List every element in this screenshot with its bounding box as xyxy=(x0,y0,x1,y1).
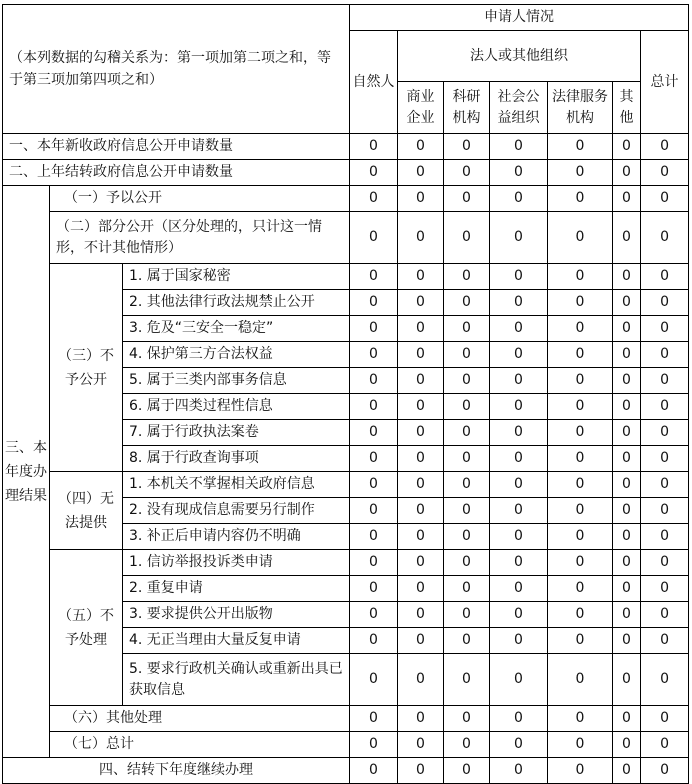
value-cell: 0 xyxy=(398,186,444,212)
value-cell: 0 xyxy=(398,290,444,316)
value-cell: 0 xyxy=(398,758,444,784)
value-cell: 0 xyxy=(444,394,490,420)
value-cell: 0 xyxy=(641,446,689,472)
value-cell: 0 xyxy=(490,628,548,654)
table-row xyxy=(3,550,689,576)
value-cell: 0 xyxy=(548,264,613,290)
value-cell: 0 xyxy=(490,758,548,784)
value-cell: 0 xyxy=(398,342,444,368)
value-cell: 0 xyxy=(548,186,613,212)
table-row xyxy=(3,732,689,758)
value-cell: 0 xyxy=(490,212,548,264)
value-cell: 0 xyxy=(548,368,613,394)
value-cell: 0 xyxy=(350,628,398,654)
value-cell: 0 xyxy=(444,368,490,394)
value-cell: 0 xyxy=(548,420,613,446)
value-cell: 0 xyxy=(444,654,490,706)
value-cell: 0 xyxy=(490,706,548,732)
value-cell: 0 xyxy=(398,316,444,342)
value-cell: 0 xyxy=(444,472,490,498)
value-cell: 0 xyxy=(548,160,613,186)
value-cell: 0 xyxy=(398,446,444,472)
row-label: 8. 属于行政查询事项 xyxy=(123,446,350,472)
value-cell: 0 xyxy=(641,628,689,654)
value-cell: 0 xyxy=(490,732,548,758)
value-cell: 0 xyxy=(490,368,548,394)
value-cell: 0 xyxy=(613,576,641,602)
value-cell: 0 xyxy=(548,628,613,654)
value-cell: 0 xyxy=(398,264,444,290)
value-cell: 0 xyxy=(613,706,641,732)
value-cell: 0 xyxy=(444,628,490,654)
value-cell: 0 xyxy=(398,212,444,264)
value-cell: 0 xyxy=(398,160,444,186)
value-cell: 0 xyxy=(490,420,548,446)
value-cell: 0 xyxy=(548,498,613,524)
total-header: 总计 xyxy=(641,31,689,134)
value-cell: 0 xyxy=(490,290,548,316)
value-cell: 0 xyxy=(444,212,490,264)
value-cell: 0 xyxy=(398,602,444,628)
table-row xyxy=(3,160,689,186)
row-label: 4. 保护第三方合法权益 xyxy=(123,342,350,368)
value-cell: 0 xyxy=(548,602,613,628)
info-disclosure-table xyxy=(2,4,689,784)
value-cell: 0 xyxy=(444,706,490,732)
value-cell: 0 xyxy=(613,602,641,628)
row-label: 6. 属于四类过程性信息 xyxy=(123,394,350,420)
value-cell: 0 xyxy=(613,472,641,498)
value-cell: 0 xyxy=(613,420,641,446)
header-note: （本列数据的勾稽关系为：第一项加第二项之和，等于第三项加第四项之和） xyxy=(3,5,350,134)
value-cell: 0 xyxy=(398,524,444,550)
value-cell: 0 xyxy=(490,524,548,550)
value-cell: 0 xyxy=(350,758,398,784)
value-cell: 0 xyxy=(641,134,689,160)
value-cell: 0 xyxy=(641,368,689,394)
row-label: 一、本年新收政府信息公开申请数量 xyxy=(3,134,350,160)
group-unable-provide-label: （四）无法提供 xyxy=(50,472,123,550)
value-cell: 0 xyxy=(444,316,490,342)
value-cell: 0 xyxy=(444,342,490,368)
row-label: （二）部分公开（区分处理的，只计这一情形，不计其他情形） xyxy=(50,212,350,264)
value-cell: 0 xyxy=(444,446,490,472)
row-label: 5. 属于三类内部事务信息 xyxy=(123,368,350,394)
row-label: 2. 没有现成信息需要另行制作 xyxy=(123,498,350,524)
value-cell: 0 xyxy=(490,654,548,706)
value-cell: 0 xyxy=(444,290,490,316)
value-cell: 0 xyxy=(490,316,548,342)
row-label: 3. 危及“三安全一稳定” xyxy=(123,316,350,342)
value-cell: 0 xyxy=(613,316,641,342)
value-cell: 0 xyxy=(490,134,548,160)
value-cell: 0 xyxy=(548,576,613,602)
group-not-processed-label: （五）不予处理 xyxy=(50,550,123,706)
value-cell: 0 xyxy=(613,134,641,160)
value-cell: 0 xyxy=(613,186,641,212)
value-cell: 0 xyxy=(444,420,490,446)
value-cell: 0 xyxy=(641,472,689,498)
value-cell: 0 xyxy=(350,446,398,472)
value-cell: 0 xyxy=(350,472,398,498)
value-cell: 0 xyxy=(613,654,641,706)
value-cell: 0 xyxy=(641,498,689,524)
value-cell: 0 xyxy=(444,498,490,524)
value-cell: 0 xyxy=(444,160,490,186)
value-cell: 0 xyxy=(641,602,689,628)
value-cell: 0 xyxy=(613,290,641,316)
value-cell: 0 xyxy=(350,186,398,212)
value-cell: 0 xyxy=(350,498,398,524)
value-cell: 0 xyxy=(398,368,444,394)
value-cell: 0 xyxy=(641,290,689,316)
row-label: （六）其他处理 xyxy=(50,706,350,732)
row-label: 4. 无正当理由大量反复申请 xyxy=(123,628,350,654)
value-cell: 0 xyxy=(350,160,398,186)
value-cell: 0 xyxy=(490,186,548,212)
value-cell: 0 xyxy=(350,602,398,628)
value-cell: 0 xyxy=(398,550,444,576)
value-cell: 0 xyxy=(490,394,548,420)
value-cell: 0 xyxy=(490,602,548,628)
value-cell: 0 xyxy=(641,420,689,446)
value-cell: 0 xyxy=(398,420,444,446)
value-cell: 0 xyxy=(548,758,613,784)
value-cell: 0 xyxy=(548,394,613,420)
row-label: （七）总计 xyxy=(50,732,350,758)
row-label: 3. 补正后申请内容仍不明确 xyxy=(123,524,350,550)
value-cell: 0 xyxy=(548,524,613,550)
table-row xyxy=(3,706,689,732)
value-cell: 0 xyxy=(350,550,398,576)
value-cell: 0 xyxy=(613,368,641,394)
row-label: 四、结转下年度继续办理 xyxy=(3,758,350,784)
value-cell: 0 xyxy=(641,524,689,550)
value-cell: 0 xyxy=(350,290,398,316)
value-cell: 0 xyxy=(613,628,641,654)
value-cell: 0 xyxy=(398,654,444,706)
applicant-status-header: 申请人情况 xyxy=(350,5,689,31)
value-cell: 0 xyxy=(613,160,641,186)
value-cell: 0 xyxy=(641,186,689,212)
value-cell: 0 xyxy=(548,654,613,706)
value-cell: 0 xyxy=(490,576,548,602)
value-cell: 0 xyxy=(398,394,444,420)
col-header-other: 其他 xyxy=(613,82,641,134)
table-row xyxy=(3,134,689,160)
value-cell: 0 xyxy=(548,706,613,732)
value-cell: 0 xyxy=(641,706,689,732)
value-cell: 0 xyxy=(641,160,689,186)
value-cell: 0 xyxy=(490,472,548,498)
value-cell: 0 xyxy=(490,264,548,290)
legal-org-header: 法人或其他组织 xyxy=(398,31,641,82)
table-row xyxy=(3,186,689,212)
value-cell: 0 xyxy=(641,316,689,342)
group-not-disclosed-label: （三）不予公开 xyxy=(50,264,123,472)
value-cell: 0 xyxy=(641,654,689,706)
value-cell: 0 xyxy=(444,732,490,758)
value-cell: 0 xyxy=(613,524,641,550)
value-cell: 0 xyxy=(350,368,398,394)
value-cell: 0 xyxy=(548,134,613,160)
value-cell: 0 xyxy=(641,550,689,576)
row-label: 3. 要求提供公开出版物 xyxy=(123,602,350,628)
col-header-legal-service: 法律服务机构 xyxy=(548,82,613,134)
value-cell: 0 xyxy=(548,446,613,472)
value-cell: 0 xyxy=(641,394,689,420)
value-cell: 0 xyxy=(350,706,398,732)
value-cell: 0 xyxy=(613,498,641,524)
value-cell: 0 xyxy=(548,316,613,342)
value-cell: 0 xyxy=(613,212,641,264)
value-cell: 0 xyxy=(350,576,398,602)
value-cell: 0 xyxy=(350,316,398,342)
value-cell: 0 xyxy=(613,264,641,290)
col-header-research: 科研机构 xyxy=(444,82,490,134)
value-cell: 0 xyxy=(444,758,490,784)
natural-person-header: 自然人 xyxy=(350,31,398,134)
value-cell: 0 xyxy=(613,342,641,368)
value-cell: 0 xyxy=(444,186,490,212)
row-label: 2. 其他法律行政法规禁止公开 xyxy=(123,290,350,316)
value-cell: 0 xyxy=(398,576,444,602)
row-label: 1. 本机关不掌握相关政府信息 xyxy=(123,472,350,498)
row-label: （一）予以公开 xyxy=(50,186,350,212)
value-cell: 0 xyxy=(613,394,641,420)
value-cell: 0 xyxy=(350,524,398,550)
value-cell: 0 xyxy=(398,706,444,732)
value-cell: 0 xyxy=(548,472,613,498)
value-cell: 0 xyxy=(613,758,641,784)
value-cell: 0 xyxy=(350,732,398,758)
value-cell: 0 xyxy=(641,212,689,264)
row-label: 1. 属于国家秘密 xyxy=(123,264,350,290)
value-cell: 0 xyxy=(444,264,490,290)
value-cell: 0 xyxy=(641,342,689,368)
row-label: 7. 属于行政执法案卷 xyxy=(123,420,350,446)
row-label: 1. 信访举报投诉类申请 xyxy=(123,550,350,576)
value-cell: 0 xyxy=(613,550,641,576)
value-cell: 0 xyxy=(350,654,398,706)
value-cell: 0 xyxy=(548,732,613,758)
value-cell: 0 xyxy=(548,212,613,264)
value-cell: 0 xyxy=(548,342,613,368)
value-cell: 0 xyxy=(398,732,444,758)
value-cell: 0 xyxy=(444,524,490,550)
value-cell: 0 xyxy=(350,212,398,264)
value-cell: 0 xyxy=(398,134,444,160)
table-row xyxy=(3,264,689,290)
value-cell: 0 xyxy=(641,264,689,290)
value-cell: 0 xyxy=(613,446,641,472)
col-header-public-welfare: 社会公益组织 xyxy=(490,82,548,134)
value-cell: 0 xyxy=(613,732,641,758)
value-cell: 0 xyxy=(444,576,490,602)
value-cell: 0 xyxy=(350,420,398,446)
value-cell: 0 xyxy=(444,550,490,576)
table-row xyxy=(3,758,689,784)
value-cell: 0 xyxy=(398,628,444,654)
value-cell: 0 xyxy=(548,550,613,576)
value-cell: 0 xyxy=(641,576,689,602)
value-cell: 0 xyxy=(444,134,490,160)
row-label: 2. 重复申请 xyxy=(123,576,350,602)
value-cell: 0 xyxy=(350,264,398,290)
value-cell: 0 xyxy=(490,446,548,472)
value-cell: 0 xyxy=(350,342,398,368)
value-cell: 0 xyxy=(490,160,548,186)
value-cell: 0 xyxy=(398,498,444,524)
value-cell: 0 xyxy=(641,732,689,758)
row-label: 二、上年结转政府信息公开申请数量 xyxy=(3,160,350,186)
group-result-label: 三、本年度办理结果 xyxy=(3,186,50,758)
row-label: 5. 要求行政机关确认或重新出具已获取信息 xyxy=(123,654,350,706)
value-cell: 0 xyxy=(490,342,548,368)
value-cell: 0 xyxy=(641,758,689,784)
col-header-business: 商业企业 xyxy=(398,82,444,134)
table-row xyxy=(3,212,689,264)
value-cell: 0 xyxy=(398,472,444,498)
value-cell: 0 xyxy=(490,550,548,576)
value-cell: 0 xyxy=(548,290,613,316)
value-cell: 0 xyxy=(490,498,548,524)
value-cell: 0 xyxy=(444,602,490,628)
table-row xyxy=(3,472,689,498)
value-cell: 0 xyxy=(350,134,398,160)
value-cell: 0 xyxy=(350,394,398,420)
